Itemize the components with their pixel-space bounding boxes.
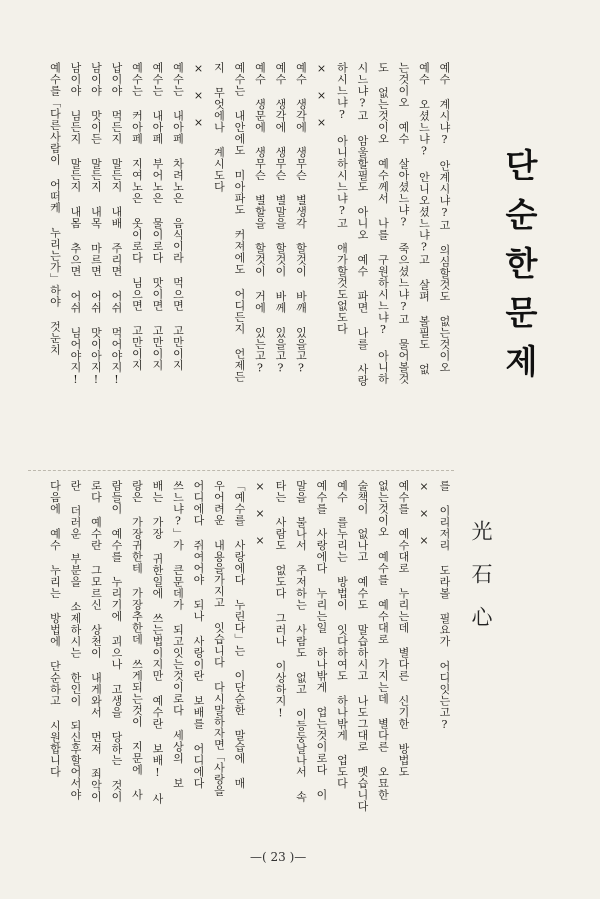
text-column: 예수는 내아페 부어노은 물이로다 맛이면 고만이지 xyxy=(151,62,164,371)
text-column: 를 이리저리 도라볼 필요가 어디잇는고? xyxy=(438,480,451,732)
text-column: 예수는 커아페 지여노은 옷이로다 님으면 고만이지 xyxy=(130,62,144,371)
text-column: 남이야 님든지 말든지 내몸 추으면 어쉬 님어야지! xyxy=(69,62,82,387)
text-column: × × × xyxy=(192,62,205,130)
text-column: 로다 예수란 그모르신 상천이 내게와서 먼저 죄악이 xyxy=(89,480,103,803)
text-column: 우어려운 내용을가지고 잇습니다 다시말하자면「사랑을 xyxy=(212,480,226,797)
text-column: 예수 생각에 생무슨 별말을 할것이 바께 있을고? xyxy=(274,62,287,375)
text-column: 쓰느냐?」가 큰문데가 되고잇는것이로다 세상의 보 xyxy=(171,480,185,789)
text-column: 랑은 가장귀한테 가장추한데 쓰게되는것이 지문에 사 xyxy=(130,480,144,801)
text-column: 예수 오셨느냐? 안니오셨느냐?고 살펴 볼필도 없 xyxy=(417,62,431,375)
text-column: 남이야 맛이든 말든지 내목 마르면 어쉬 맛이아지! xyxy=(89,62,103,387)
text-column: 「예수를 사랑에다 누린다」는 이단순한 말습에 매 xyxy=(233,480,246,789)
text-column: 예수 를누리는 방법이 잇다하여도 하나밖게 업도다 xyxy=(335,480,349,789)
text-column: 예수 생문에 생무슨 별할을 할것이 거에 있는고? xyxy=(253,62,267,375)
text-column: 예수는 내안에도 미아파도 커져에도 어디든지 언제든 xyxy=(233,62,246,383)
text-column: 술책이 없나고 예수도 말습하시고 나도그대로 멧습니다 xyxy=(356,480,369,812)
text-column: 하시느냐? 아니하시느냐?고 애가할것도없도다 xyxy=(335,62,349,335)
text-column: 도 없는것이오 예수께서 나를 구원하시느냐? 아니하 xyxy=(376,62,390,385)
text-column: 다음에 예수 누리는 방법에 단순하고 시원합니다 xyxy=(48,480,62,778)
text-column: 지 무엇에나 계시도다 xyxy=(212,62,226,193)
text-column: 예수 생각에 생무슨 별생각 할것이 바깨 있을고? xyxy=(294,62,308,375)
text-column: 예수는 내아페 차려노은 음식이라 먹으면 고만이지 xyxy=(171,62,185,371)
text-column: 말을 불나서 주저하는 사람도 없고 이등둥날나서 속 xyxy=(294,480,308,803)
text-column: 타는 사람도 없도다 그러나 이상하지! xyxy=(274,480,287,720)
text-column: 예수 계시냐? 안계시냐?고 의심할것도 없는것이오 xyxy=(438,62,451,373)
text-column: × × × xyxy=(253,480,267,548)
text-column: 예수를 사랑에다 누리는일 하나밖게 업는것이로다 이 xyxy=(315,480,328,801)
text-column: 예수를「다른사람이 어떠케 누리는가」하야 것눈치 xyxy=(48,62,62,356)
text-column: × × × xyxy=(315,62,328,130)
text-column: × × × xyxy=(417,480,431,548)
article-title: 단순한문제 xyxy=(500,148,539,393)
text-column: 없는것이오 예수를 예수대로 가지는데 별다른 오묘한 xyxy=(376,480,390,801)
page-number: —( 23 )— xyxy=(250,850,307,864)
text-column: 예수를 예수대로 누리는데 별다른 신기한 방법도 xyxy=(397,480,410,778)
text-column: 납이야 먹든지 말든지 내배 주리면 어쉬 먹어야지! xyxy=(110,62,123,387)
text-column: 배는 가장 귀한일에 쓰는법이지만 예수란 보배! 사 xyxy=(151,480,164,805)
text-column: 람들이 예수를 누리기에 괴으나 고생을 당하는 것이 xyxy=(110,480,123,803)
author-name: 光石心 xyxy=(469,520,493,649)
text-column: 시느냐?고 암울할필도 아니오 예수 파면 나를 사랑 xyxy=(356,62,369,387)
text-column: 란 더러운 부분을 소제하시는 한인이 되신후할어서야 xyxy=(69,480,82,801)
text-column: 어디에다 쥐여어야 되나 사랑이란 보배를 어디에다 xyxy=(192,480,205,789)
text-column: 는것이오 예수 살아셨느냐? 죽으셨느냐?고 물어볼것 xyxy=(397,62,410,385)
section-divider xyxy=(28,470,454,471)
